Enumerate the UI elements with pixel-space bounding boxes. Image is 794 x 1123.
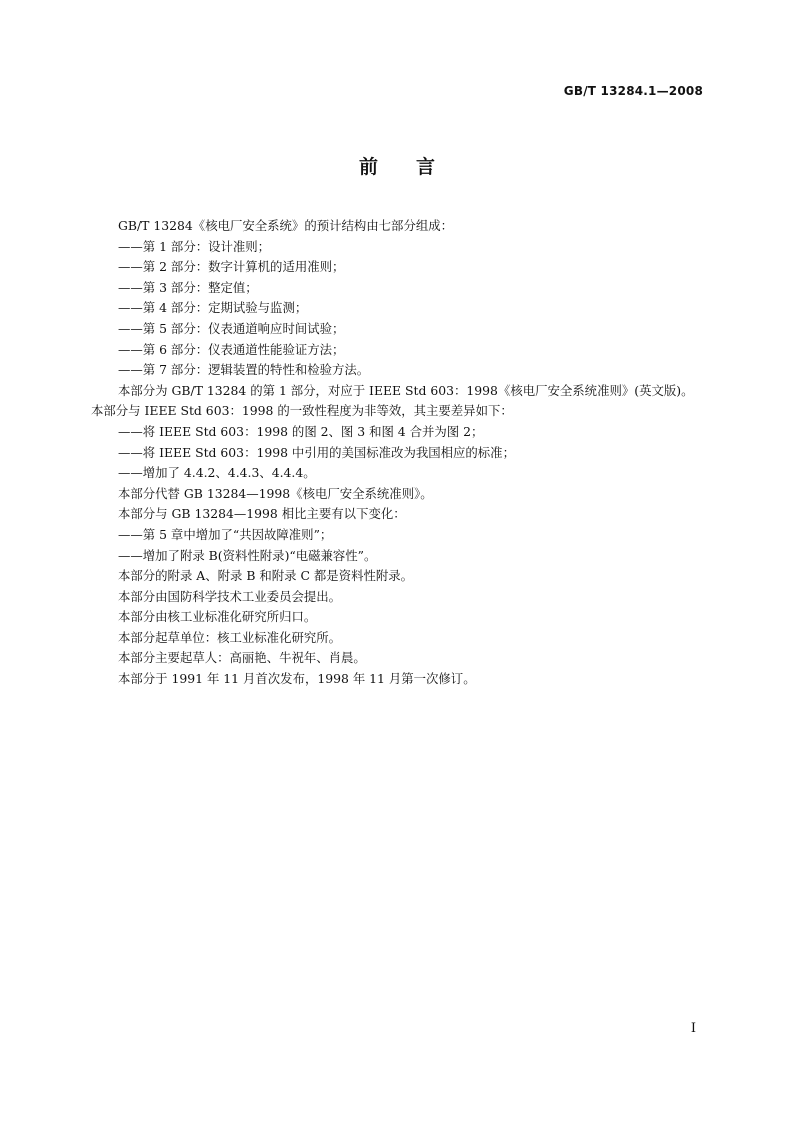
paragraph-continuation: 本部分与 IEEE Std 603：1998 的一致性程度为非等效，其主要差异如下： <box>91 403 513 419</box>
paragraph: 本部分由国防科学技术工业委员会提出。 <box>118 588 342 604</box>
list-item: ——增加了附录 B(资料性附录)“电磁兼容性”。 <box>118 547 377 563</box>
paragraph: 本部分代替 GB 13284—1998《核电厂安全系统准则》。 <box>118 485 433 501</box>
page-number: I <box>690 1021 696 1036</box>
paragraph: 本部分由核工业标准化研究所归口。 <box>118 609 317 625</box>
paragraph: 本部分起草单位：核工业标准化研究所。 <box>118 629 342 645</box>
list-item: ——第 4 部分：定期试验与监测； <box>118 300 308 316</box>
list-item: ——增加了 4.4.2、4.4.3、4.4.4。 <box>118 465 316 481</box>
standard-code-header: GB/T 13284.1—2008 <box>563 84 703 98</box>
paragraph: 本部分主要起草人：高丽艳、牛祝年、肖晨。 <box>118 650 366 666</box>
paragraph: 本部分与 GB 13284—1998 相比主要有以下变化： <box>118 506 406 522</box>
list-item: ——第 5 章中增加了“共因故障准则”； <box>118 526 333 542</box>
paragraph: GB/T 13284《核电厂安全系统》的预计结构由七部分组成： <box>118 218 454 233</box>
paragraph: 本部分的附录 A、附录 B 和附录 C 都是资料性附录。 <box>118 568 414 584</box>
paragraph: 本部分为 GB/T 13284 的第 1 部分，对应于 IEEE Std 603：1998《核电厂安全系统准则》(英文版)。 <box>118 382 694 398</box>
list-item: ——将 IEEE Std 603：1998 中引用的美国标准改为我国相应的标准； <box>118 444 515 460</box>
list-item: ——第 1 部分：设计准则； <box>118 238 271 254</box>
list-item: ——第 2 部分：数字计算机的适用准则； <box>118 259 345 275</box>
page-title: 前言 <box>358 156 473 178</box>
list-item: ——将 IEEE Std 603：1998 的图 2、图 3 和图 4 合并为图 2； <box>118 423 484 439</box>
foreword-body <box>91 216 705 690</box>
list-item: ——第 7 部分：逻辑装置的特性和检验方法。 <box>118 362 370 378</box>
list-item: ——第 5 部分：仪表通道响应时间试验； <box>118 320 345 336</box>
list-item: ——第 6 部分：仪表通道性能验证方法； <box>118 341 345 357</box>
list-item: ——第 3 部分：整定值； <box>118 279 258 295</box>
paragraph: 本部分于 1991 年 11 月首次发布，1998 年 11 月第一次修订。 <box>118 671 476 687</box>
